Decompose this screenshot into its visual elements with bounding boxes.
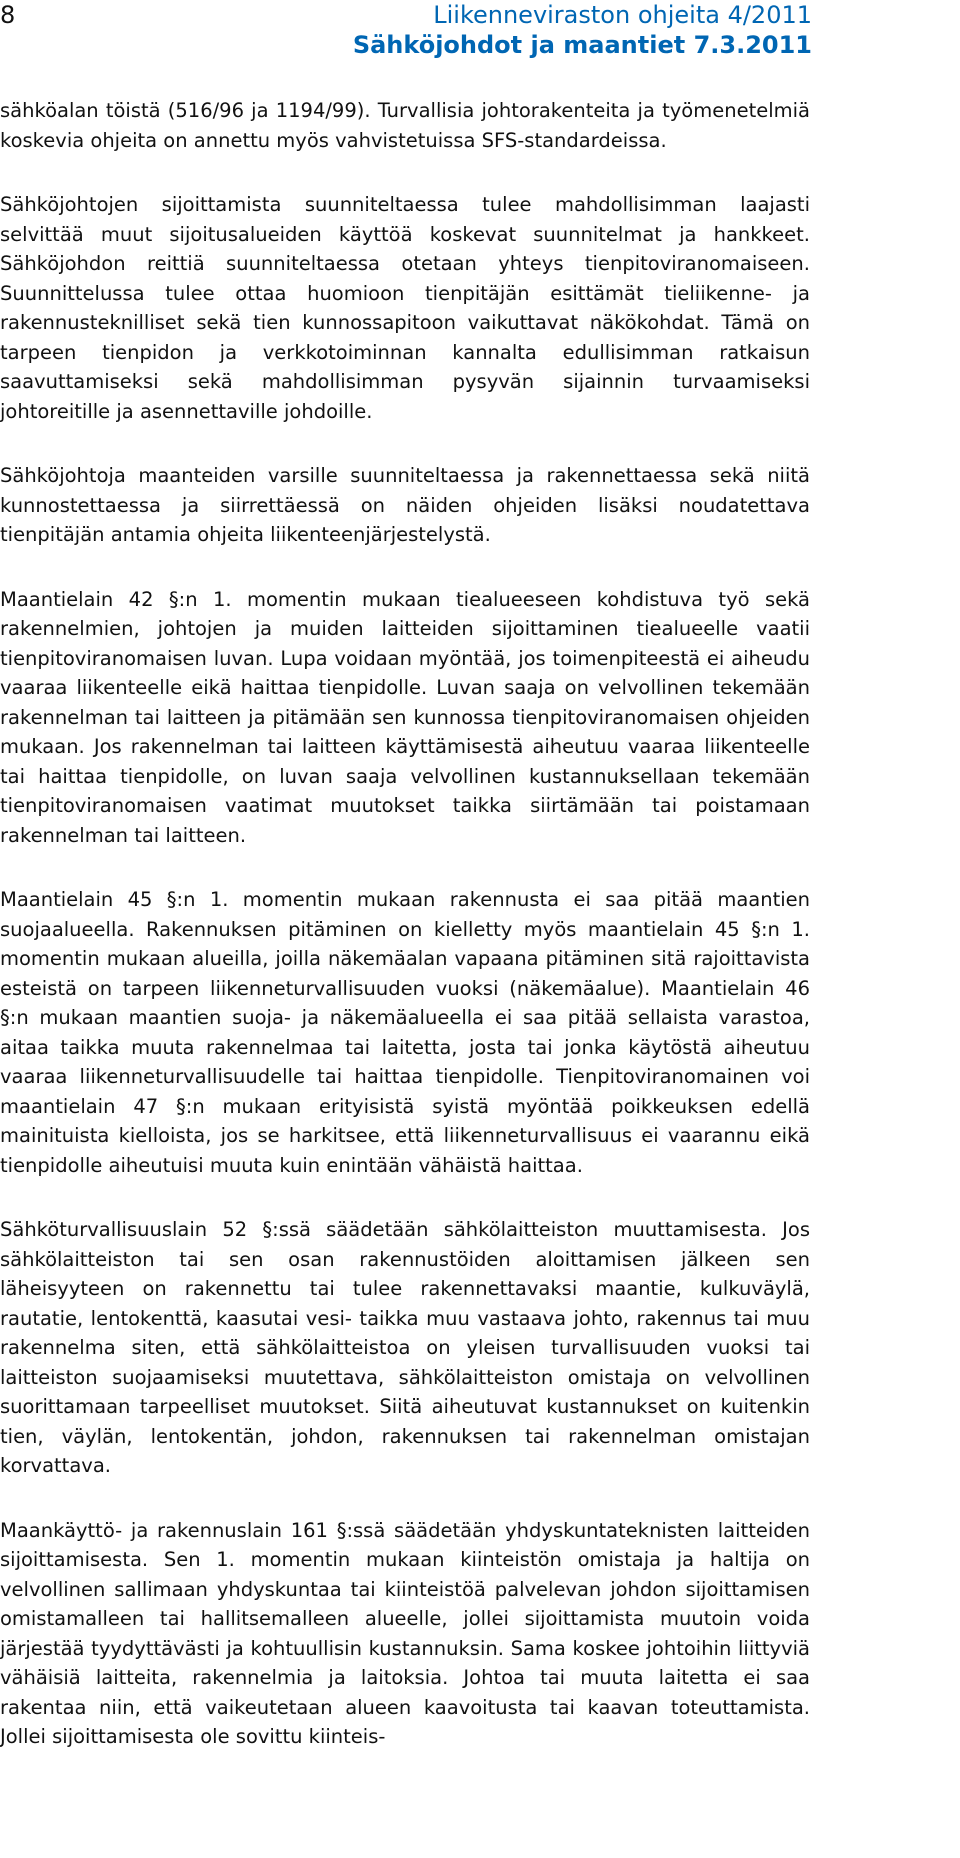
paragraph: Maankäyttö- ja rakennuslain 161 §:ssä säädetään yhdyskuntateknisten laitteiden sijoittamisesta. Sen 1. momentin mukaan kiinteistön omistaja ja haltija on velvollinen sallimaan yhdyskuntaa tai kiinteistöä palvelevan johdon sijoittamisen omistamalleen tai hallitsemalleen alueelle, jollei sijoittamista muutoin voida järjestää tyydyttävästi ja kohtuullisin kustannuksin. Sama koskee johtoihin liittyviä vähäisiä laitteita, rakennelmia ja laitoksia. Johtoa tai muuta laitetta ei saa rakentaa niin, että vaikeutetaan alueen kaavoitusta tai kaavan toteuttamista. Jollei sijoittamisesta ole sovittu kiinteis-: [0, 1518, 810, 1748]
document-title: Sähköjohdot ja maantiet 7.3.2011: [352, 31, 812, 59]
document-series: Liikenneviraston ohjeita 4/2011: [433, 1, 812, 29]
body-text: [0, 96, 810, 1787]
paragraph: Sähköjohtojen sijoittamista suunniteltaessa tulee mahdollisimman laajasti selvittää muut sijoitusalueiden käyttöä koskevat suunnitelmat ja hankkeet. Sähköjohdon reittiä suunniteltaessa otetaan yhteys tienpitoviranomaiseen. Suunnittelussa tulee ottaa huomioon tienpitäjän esittämät tieliikenne- ja rakennusteknilliset sekä tien kunnossapitoon vaikuttavat näkökohdat. Tämä on tarpeen tienpidon ja verkkotoiminnan kannalta edullisimman ratkaisun saavuttamiseksi sekä mahdollisimman pysyvän sijainnin turvaamiseksi johtoreitille ja asennettaville johdoille.: [0, 193, 810, 423]
paragraph: Sähköjohtoja maanteiden varsille suunniteltaessa ja rakennettaessa sekä niitä kunnostettaessa ja siirrettäessä on näiden ohjeiden lisäksi noudatettava tienpitäjän antamia ohjeita liikenteenjärjestelystä.: [0, 464, 810, 546]
paragraph: Maantielain 45 §:n 1. momentin mukaan rakennusta ei saa pitää maantien suojaalueella. Rakennuksen pitäminen on kielletty myös maantielain 45 §:n 1. momentin mukaan alueilla, joilla näkemäalan vapaana pitäminen sitä rajoittavista esteistä on tarpeen liikenneturvallisuuden vuoksi (näkemäalue). Maantielain 46 §:n mukaan maantien suoja- ja näkemäalueella ei saa pitää sellaista varastoa, aitaa taikka muuta rakennelmaa tai laitetta, josta tai jonka käytöstä aiheutuu vaaraa liikenneturvallisuudelle tai haittaa tienpidolle. Tienpitoviranomainen voi maantielain 47 §:n mukaan erityisistä syistä myöntää poikkeuksen edellä mainituista kielloista, jos se harkitsee, että liikenneturvallisuus ei vaarannu eikä tienpidolle aiheutuisi muuta kuin enintään vähäistä haittaa.: [0, 888, 810, 1177]
paragraph: Sähköturvallisuuslain 52 §:ssä säädetään sähkölaitteiston muuttamisesta. Jos sähkölaitteiston tai sen osan rakennustöiden aloittamisen jälkeen sen läheisyyteen on rakennettu tai tulee rakennettavaksi maantie, kulkuväylä, rautatie, lentokenttä, kaasutai vesi- taikka muu vastaava johto, rakennus tai muu rakennelma siten, että sähkölaitteistoa on yleisen turvallisuuden vuoksi tai laitteiston suojaamiseksi muutettava, sähkölaitteiston omistaja on velvollinen suorittamaan tarpeelliset muutokset. Siitä aiheutuvat kustannukset on kuitenkin tien, väylän, lentokentän, johdon, rakennuksen tai rakennelman omistajan korvattava.: [0, 1218, 810, 1477]
page-number: 8: [0, 1, 16, 29]
paragraph: sähköalan töistä (516/96 ja 1194/99). Turvallisia johtorakenteita ja työmenetelmiä koskevia ohjeita on annettu myös vahvistetuissa SFS-standardeissa.: [0, 99, 810, 152]
page-header: [0, 0, 960, 80]
paragraph: Maantielain 42 §:n 1. momentin mukaan tiealueeseen kohdistuva työ sekä rakennelmien, johtojen ja muiden laitteiden sijoittaminen tiealueelle vaatii tienpitoviranomaisen luvan. Lupa voidaan myöntää, jos toimenpiteestä ei aiheudu vaaraa liikenteelle eikä haittaa tienpidolle. Luvan saaja on velvollinen tekemään rakennelman tai laitteen ja pitämään sen kunnossa tienpitoviranomaisen ohjeiden mukaan. Jos rakennelman tai laitteen käyttämisestä aiheutuu vaaraa liikenteelle tai haittaa tienpidolle, on luvan saaja velvollinen kustannuksellaan tekemään tienpitoviranomaisen vaatimat muutokset taikka siirtämään tai poistamaan rakennelman tai laitteen.: [0, 587, 810, 847]
